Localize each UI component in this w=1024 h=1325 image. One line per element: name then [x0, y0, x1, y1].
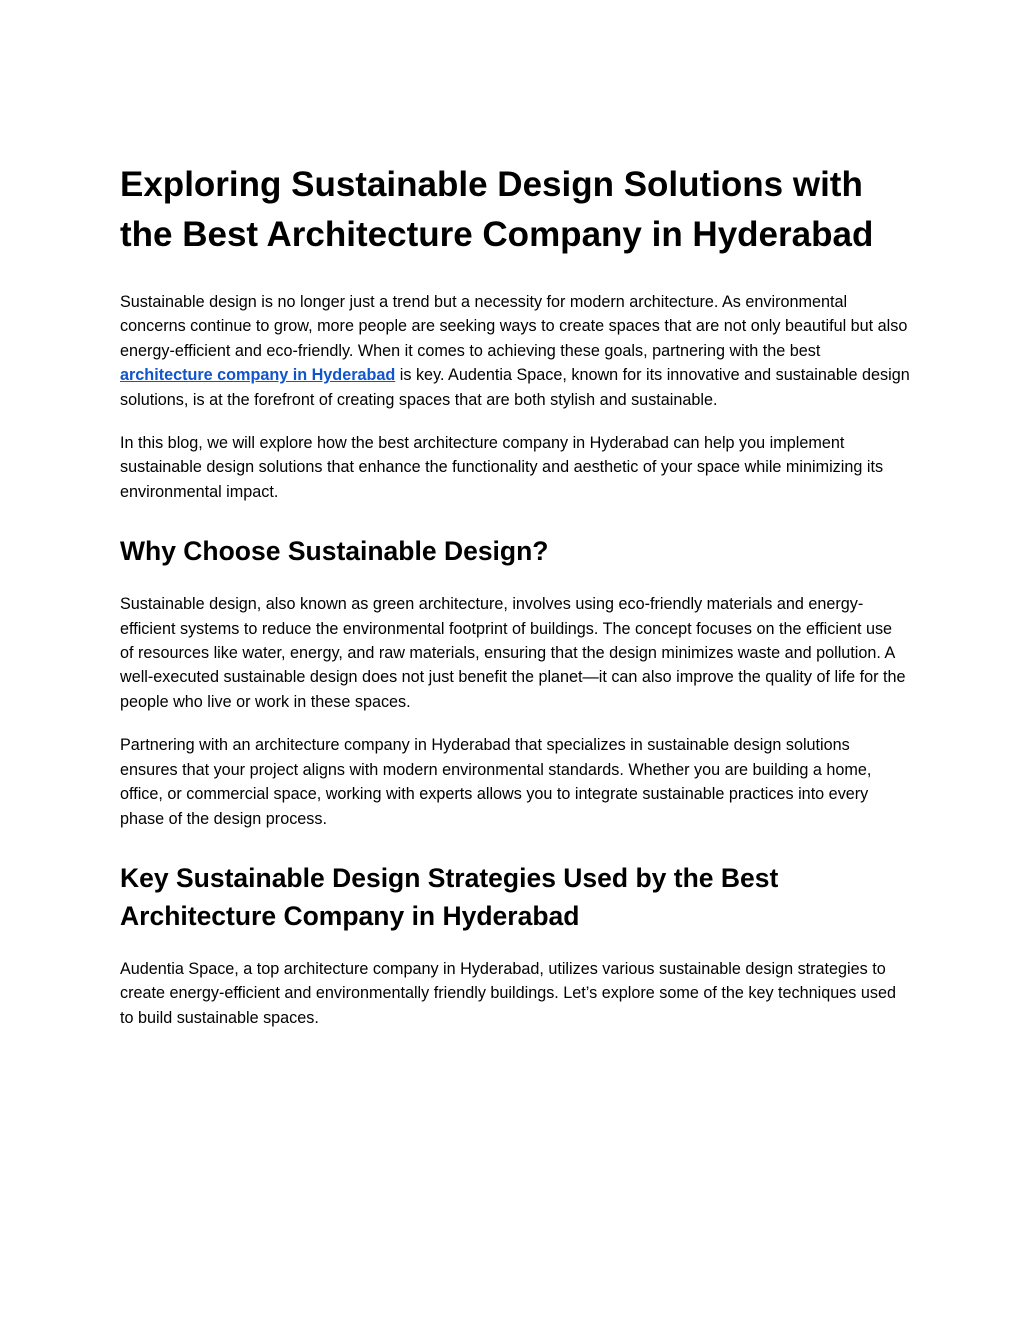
- intro-paragraph: [120, 290, 910, 412]
- section-heading-key-strategies: Key Sustainable Design Strategies Used by the Best Architecture Company in Hyderabad: [120, 862, 779, 931]
- section-1-paragraph: Partnering with an architecture company in Hyderabad that specializes in sustainable design solutions ensures that your project aligns with modern environmental standards. Whether you are building a home, office, or commercial space, working with experts allows you to integrate sustainable practices into every phase of the design process.: [120, 736, 872, 828]
- architecture-company-link[interactable]: architecture company in Hyderabad: [120, 366, 396, 385]
- intro-paragraph-2: In this blog, we will explore how the best architecture company in Hyderabad can help you implement sustainable design solutions that enhance the functionality and aesthetic of your space while minimizing its environmental impact.: [120, 434, 884, 501]
- intro-text-before-link: Sustainable design is no longer just a trend but a necessity for modern architecture. As environmental concerns continue to grow, more people are seeking ways to create spaces that are not only beautiful but also energy-efficient and eco-friendly. When it comes to achieving these goals, partnering with the best: [120, 293, 908, 360]
- section-heading-why-sustainable: Why Choose Sustainable Design?: [120, 536, 549, 567]
- page-title: Exploring Sustainable Design Solutions with the Best Architecture Company in Hyderabad: [120, 165, 874, 254]
- intro-text-after-link: is key. Audentia Space, known for its innovative and sustainable design solutions, is at the forefront of creating spaces that are both stylish and sustainable.: [120, 366, 910, 409]
- document-page: [120, 160, 910, 1049]
- section-1-paragraph: Sustainable design, also known as green architecture, involves using eco-friendly materials and energy-efficient systems to reduce the environmental footprint of buildings. The concept focuses on the efficient use of resources like water, energy, and raw materials, ensuring that the design minimizes waste and pollution. A well-executed sustainable design does not just benefit the planet—it can also improve the quality of life for the people who live or work in these spaces.: [120, 595, 906, 711]
- section-2-paragraph: Audentia Space, a top architecture company in Hyderabad, utilizes various sustainable design strategies to create energy-efficient and environmentally friendly buildings. Let’s explore some of the key techniques used to build sustainable spaces.: [120, 959, 896, 1027]
